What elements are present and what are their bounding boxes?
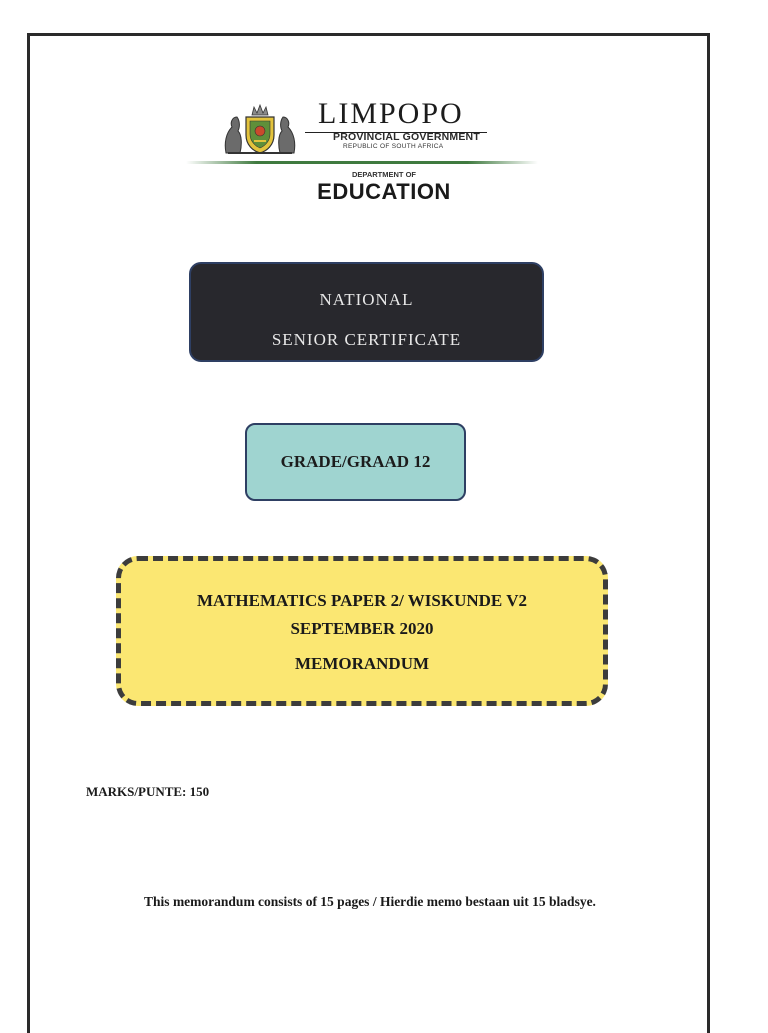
province-name: LIMPOPO (318, 97, 464, 130)
certificate-line-1: NATIONAL (319, 290, 414, 309)
coat-of-arms-icon (220, 103, 300, 155)
document-type: MEMORANDUM (294, 654, 430, 673)
government-label: PROVINCIAL GOVERNMENT (333, 131, 480, 143)
certificate-line-2: SENIOR CERTIFICATE (271, 330, 462, 349)
page-count-note: This memorandum consists of 15 pages / Hierdie memo bestaan uit 15 bladsye. (144, 894, 596, 909)
certificate-box (189, 262, 544, 362)
republic-label: REPUBLIC OF SOUTH AFRICA (343, 143, 444, 150)
department-name: EDUCATION (317, 179, 451, 204)
exam-date: SEPTEMBER 2020 (290, 619, 434, 638)
grade-box: GRADE/GRAAD 12 (245, 423, 466, 501)
total-marks: MARKS/PUNTE: 150 (86, 784, 210, 799)
subject-title: MATHEMATICS PAPER 2/ WISKUNDE V2 (197, 591, 527, 610)
department-of-label: DEPARTMENT OF (351, 170, 417, 179)
letterhead (0, 95, 768, 215)
subject-box (116, 556, 608, 706)
green-divider (186, 161, 538, 164)
